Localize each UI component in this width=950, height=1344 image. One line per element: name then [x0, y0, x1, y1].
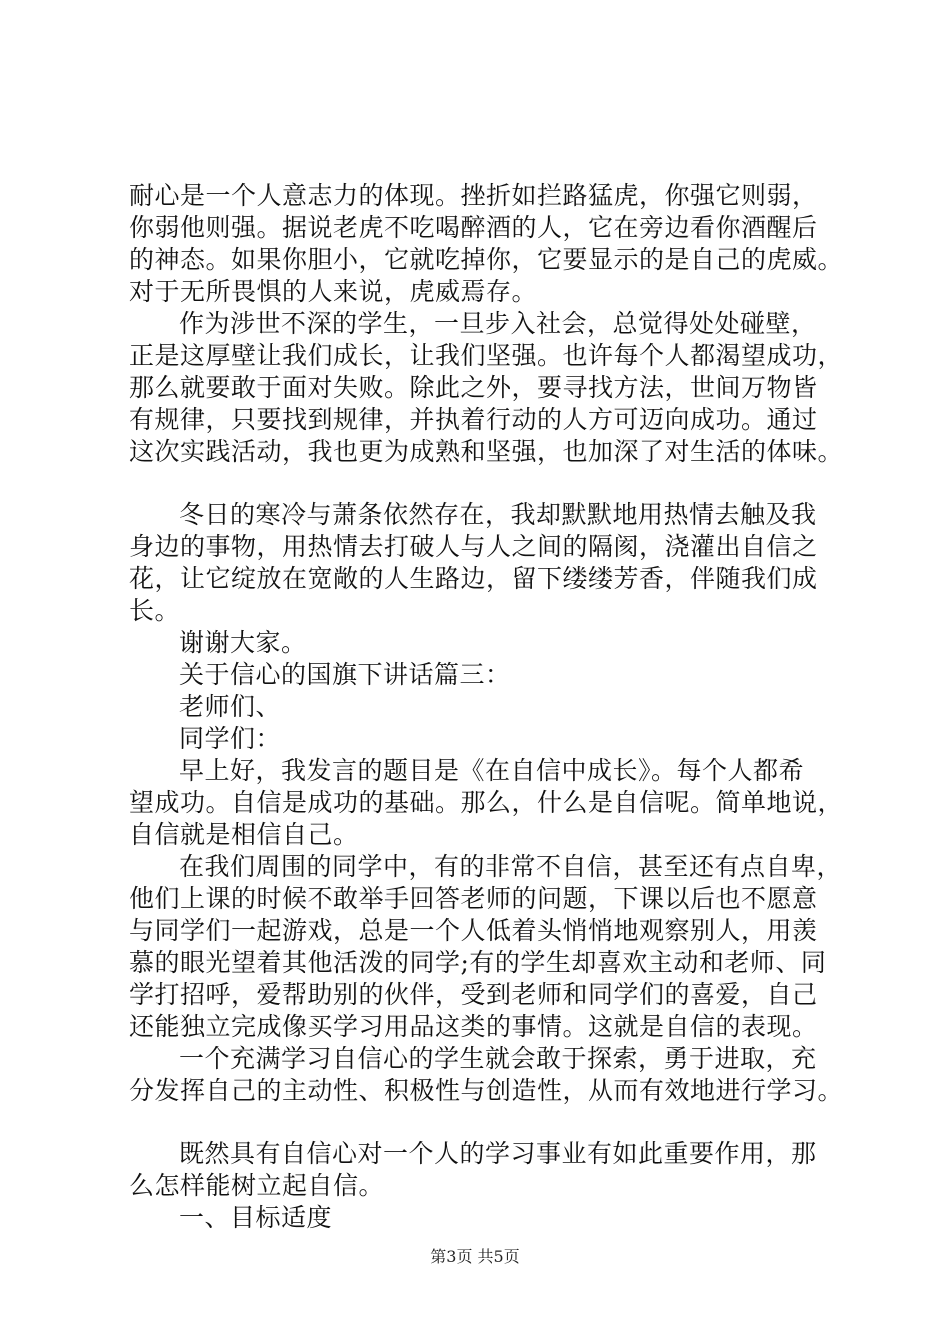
text-line: 早上好，我发言的题目是《在自信中成长》。每个人都希: [179, 756, 805, 785]
subheading: 一、目标适度: [179, 1203, 333, 1232]
text-line: 谢谢大家。: [179, 628, 307, 657]
text-line: 同学们：: [179, 724, 282, 753]
text-line: 那么就要敢于面对失败。除此之外，要寻找方法，世间万物皆: [129, 373, 818, 402]
text-line: 作为涉世不深的学生，一旦步入社会，总觉得处处碰壁，: [179, 309, 817, 338]
text-line: 冬日的寒冷与萧条依然存在，我却默默地用热情去触及我: [179, 500, 817, 529]
text-line: 花，让它绽放在宽敞的人生路边，留下缕缕芳香，伴随我们成: [129, 564, 818, 593]
text-line: 他们上课的时候不敢举手回答老师的问题，下课以后也不愿意: [129, 884, 818, 913]
text-line: 这次实践活动，我也更为成熟和坚强，也加深了对生活的体味。: [129, 437, 844, 466]
text-line: 的神态。如果你胆小，它就吃掉你，它要显示的是自己的虎威。: [129, 245, 844, 274]
page-footer: 第3页 共5页: [430, 1247, 520, 1266]
text-line: 长。: [129, 596, 181, 625]
body-text: [129, 180, 844, 1234]
text-line: 老师们、: [179, 692, 282, 721]
text-line: 正是这厚壁让我们成长，让我们坚强。也许每个人都渴望成功，: [129, 341, 844, 370]
text-line: 你弱他则强。据说老虎不吃喝醉酒的人，它在旁边看你酒醒后: [129, 213, 818, 242]
text-line: 有规律，只要找到规律，并执着行动的人方可迈向成功。通过: [129, 405, 818, 434]
text-line: 慕的眼光望着其他活泼的同学;有的学生却喜欢主动和老师、同: [129, 948, 827, 977]
text-line: 么怎样能树立起自信。: [129, 1171, 385, 1200]
text-line: 学打招呼，爱帮助别的伙伴，受到老师和同学们的喜爱，自己: [129, 980, 818, 1009]
section-heading: 关于信心的国旗下讲话篇三：: [179, 660, 511, 689]
text-line: 还能独立完成像买学习用品这类的事情。这就是自信的表现。: [129, 1012, 818, 1041]
text-line: 身边的事物，用热情去打破人与人之间的隔阂，浇灌出自信之: [129, 532, 818, 561]
text-line: 一个充满学习自信心的学生就会敢于探索，勇于进取，充: [179, 1044, 817, 1073]
text-line: 与同学们一起游戏，总是一个人低着头悄悄地观察别人，用羡: [129, 916, 818, 945]
text-line: 自信就是相信自己。: [129, 820, 359, 849]
text-line: 望成功。自信是成功的基础。那么，什么是自信呢。简单地说，: [129, 788, 844, 817]
text-line: 在我们周围的同学中，有的非常不自信，甚至还有点自卑，: [179, 852, 843, 881]
text-line: 对于无所畏惧的人来说，虎威焉存。: [129, 277, 538, 306]
text-line: 既然具有自信心对一个人的学习事业有如此重要作用，那: [179, 1139, 817, 1168]
paragraph-gap: [129, 1107, 839, 1138]
paragraph-gap: [129, 468, 839, 499]
text-line: 分发挥自己的主动性、积极性与创造性，从而有效地进行学习。: [129, 1076, 844, 1105]
text-line: 耐心是一个人意志力的体现。挫折如拦路猛虎，你强它则弱，: [129, 181, 818, 210]
